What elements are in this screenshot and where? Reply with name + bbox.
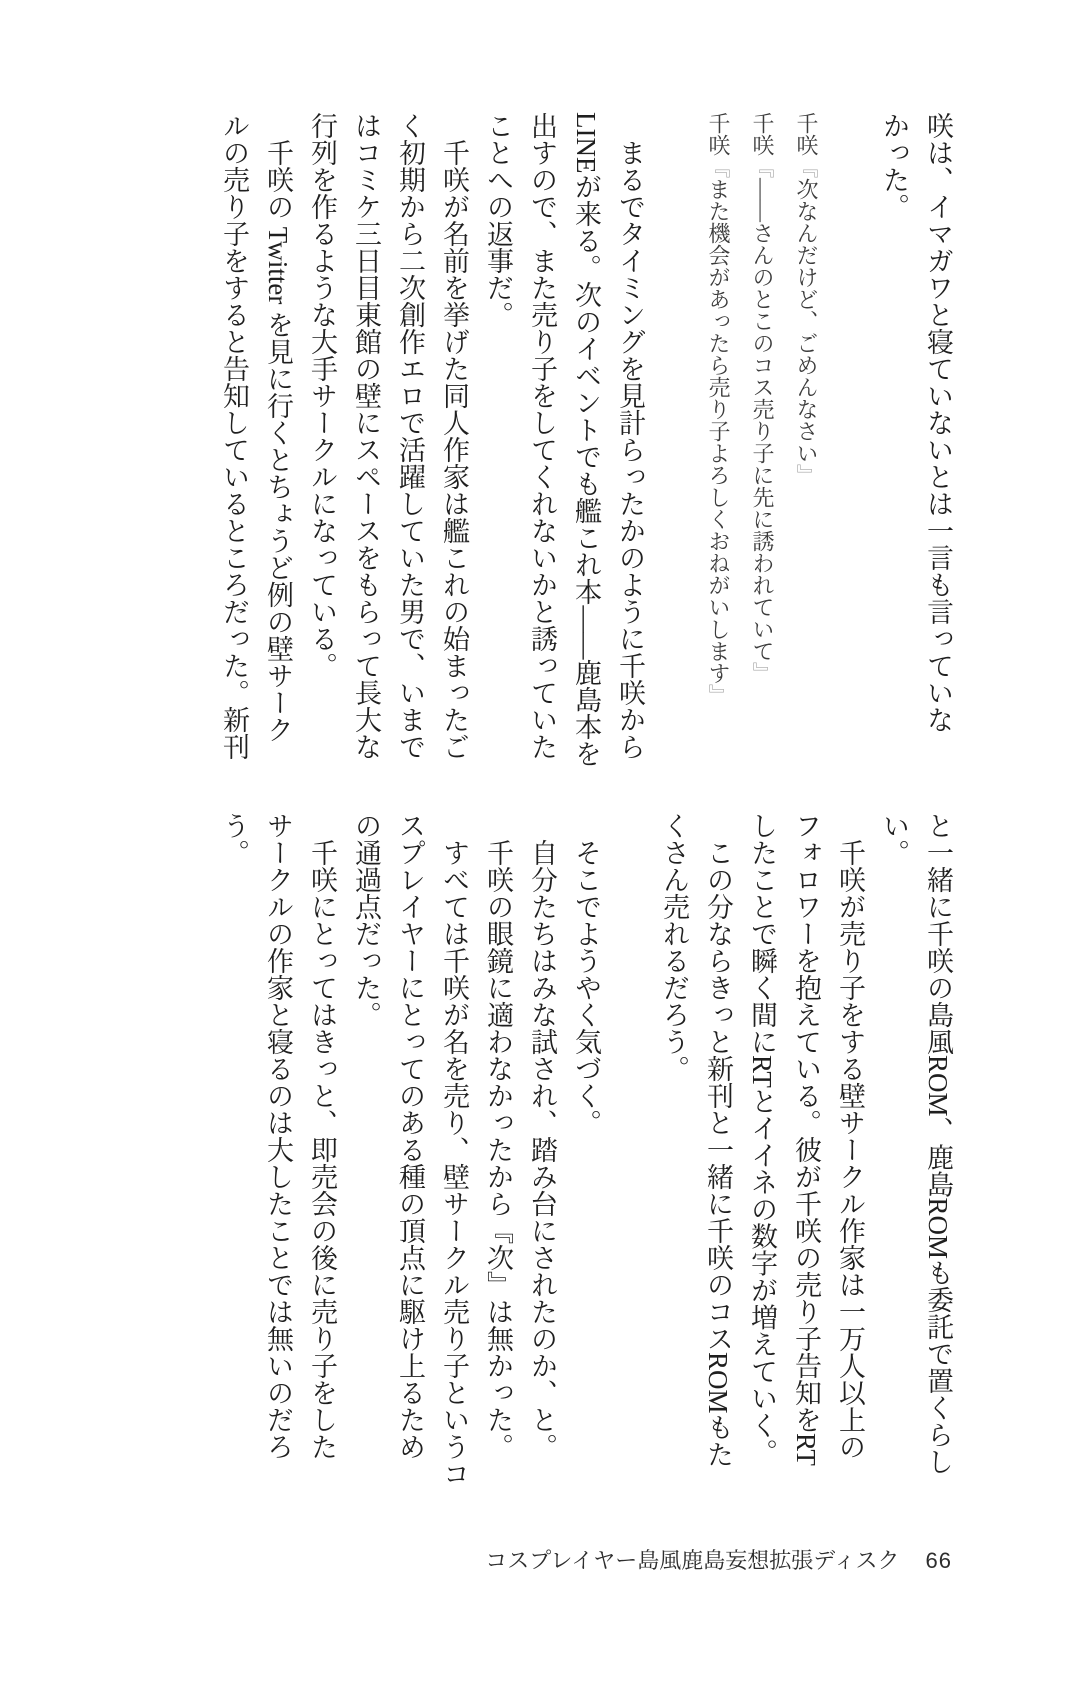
blank-line bbox=[828, 112, 872, 802]
dialogue-line bbox=[784, 112, 828, 802]
text-line: フォロワーを抱えている。彼が千咲の売り子告知をRT bbox=[791, 812, 821, 1466]
text-line: 千咲が売り子をする壁サークル作家は一万人以上の bbox=[835, 839, 865, 1460]
dialogue-speaker: 千咲 bbox=[706, 112, 731, 156]
dialogue-text: 次なんだけど、ごめんなさい bbox=[794, 178, 819, 464]
dialogue-speaker: 千咲 bbox=[750, 112, 775, 156]
footer-book-title: コスプレイヤー島風鹿島妄想拡張ディスク bbox=[485, 1548, 900, 1573]
text-line: まるでタイミングを見計らったかのように千咲から bbox=[615, 139, 645, 760]
text-line: したことで瞬く間にRTとイイネの数字が増えていく。 bbox=[747, 812, 777, 1466]
text-line: 自分たちはみな試され、踏み台にされたのか、と。 bbox=[527, 839, 557, 1460]
blank-line bbox=[652, 112, 696, 802]
footer-page-number: 66 bbox=[925, 1548, 952, 1573]
text-line: くさん売れるだろう。 bbox=[659, 812, 689, 1082]
dialogue-text: また機会があったら売り子よろしくおねがいします bbox=[706, 178, 731, 684]
text-line: ルの売り子をすると告知しているところだった。新刊 bbox=[219, 112, 249, 760]
text-line: LINEが来る。次のイベントでも艦これ本――鹿島本を bbox=[571, 112, 601, 768]
text-line: 出すので、また売り子をしてくれないかと誘っていた bbox=[527, 112, 557, 760]
text-line: スプレイヤーにとってのある種の頂点に駆け上るため bbox=[395, 812, 425, 1460]
text-line: 行列を作るような大手サークルになっている。 bbox=[307, 112, 337, 679]
dialogue-line bbox=[696, 112, 740, 802]
dialogue-close-bracket: 』 bbox=[750, 662, 775, 684]
dialogue-text: ――さんのとこのコス売り子に先に誘われていて bbox=[750, 178, 775, 662]
text-line: 千咲が名前を挙げた同人作家は艦これの始まったご bbox=[439, 139, 469, 760]
text-line: 咲は、イマガワと寝ていないとは一言も言っていな bbox=[923, 112, 953, 733]
text-line: く初期から二次創作エロで活躍していた男で、いまで bbox=[395, 112, 425, 760]
blank-line bbox=[608, 812, 652, 1502]
text-line: そこでようやく気づく。 bbox=[571, 839, 601, 1136]
text-line: の通過点だった。 bbox=[351, 812, 381, 1028]
text-line: う。 bbox=[219, 812, 249, 866]
dialogue-speaker: 千咲 bbox=[794, 112, 819, 156]
dialogue-open-bracket: 『 bbox=[794, 156, 819, 178]
text-block-upper bbox=[212, 112, 960, 802]
text-line: ことへの返事だ。 bbox=[483, 112, 513, 328]
dialogue-line bbox=[740, 112, 784, 802]
text-line: と一緒に千咲の島風ROM、鹿島ROMも委託で置くらし bbox=[923, 812, 953, 1476]
text-line: い。 bbox=[879, 812, 909, 866]
text-line: はコミケ三日目東館の壁にスペースをもらって長大な bbox=[351, 112, 381, 760]
text-line: すべては千咲が名を売り、壁サークル売り子というコ bbox=[439, 839, 469, 1487]
text-block-lower bbox=[212, 812, 960, 1502]
dialogue-open-bracket: 『 bbox=[750, 156, 775, 178]
text-line: 千咲にとってはきっと、即売会の後に売り子をした bbox=[307, 839, 337, 1460]
dialogue-close-bracket: 』 bbox=[706, 684, 731, 706]
text-line: この分ならきっと新刊と一緒に千咲のコスROMもた bbox=[703, 839, 733, 1468]
text-line: かった。 bbox=[879, 112, 909, 220]
dialogue-open-bracket: 『 bbox=[706, 156, 731, 178]
dialogue-close-bracket: 』 bbox=[794, 464, 819, 486]
text-line: 千咲の Twitter を見に行くとちょうど例の壁サーク bbox=[263, 139, 293, 744]
page-footer bbox=[485, 1544, 952, 1575]
text-line: サークルの作家と寝るのは大したことでは無いのだろ bbox=[263, 812, 293, 1460]
text-line: 千咲の眼鏡に適わなかったから『次』は無かった。 bbox=[483, 839, 513, 1460]
